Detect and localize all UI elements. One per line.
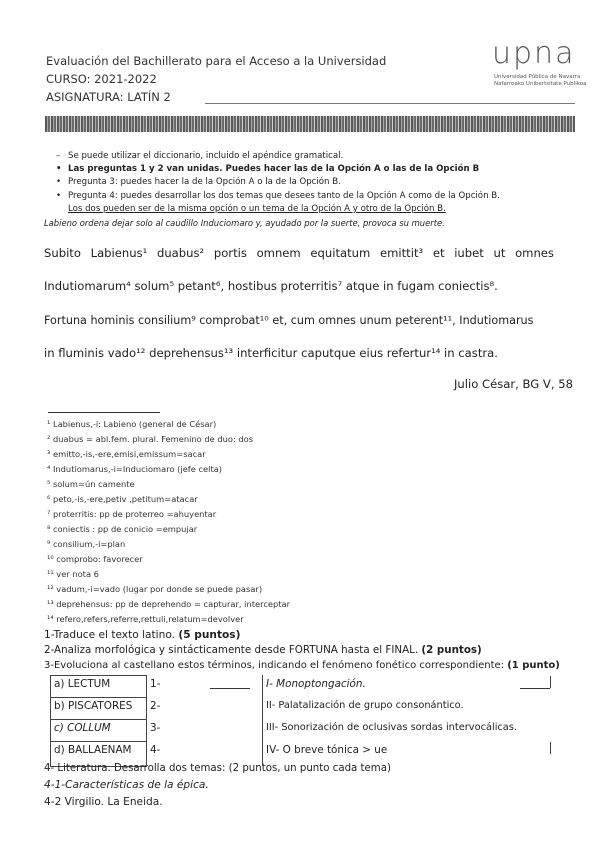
question-3: 3-Evoluciona al castellano estos términos, indicando el fenómeno fonético correspondiente: (1 punto) [44,660,560,671]
footnote: ⁹ consilium,-i=plan [47,539,126,549]
exam-header-title: Evaluación del Bachillerato para el Acceso a la Universidad [46,54,387,68]
exam-course: CURSO: 2021-2022 [46,72,157,86]
evolution-word: d) BALLAENAM [54,744,132,756]
phenomenon-option: IV- O breve tónica > ue [266,744,388,756]
answer-blank [210,688,250,689]
question-4: 4- Literatura. Desarrolla dos temas: (2 puntos, un punto cada tema) [44,763,391,774]
evolution-word: c) COLLUM [54,722,111,734]
question-4-topic-1: 4-1-Características de la épica. [44,779,209,791]
evolution-answer-number: 4- [150,744,161,756]
footnote: ¹ Labienus,-i: Labieno (general de César) [47,419,217,429]
instruction-1: – Se puede utilizar el diccionario, incluido el apéndice gramatical. [56,151,344,161]
logo-subtitle-es: Universidad Pública de Navarra [494,74,581,80]
table-right-edge [550,676,551,688]
footnote-separator [48,412,160,413]
evolution-word: a) LECTUM [54,678,111,690]
footnote: ³ emitto,-is,-ere,emisi,emissum=sacar [47,449,206,459]
phenomenon-option: III- Sonorización de oclusivas sordas intervocálicas. [266,722,518,733]
footnote: ² duabus = abl.fem. plural. Femenino de duo: dos [47,434,254,444]
evolution-answer-number: 3- [150,722,161,734]
instruction-3: • Pregunta 3: puedes hacer la de la Opción A o la de la Opción B. [56,177,341,187]
scan-noise-bar [45,116,575,132]
instruction-5: Los dos pueden ser de la misma opción o un tema de la Opción A y otro de la Opción B. [68,204,446,214]
footnote: ⁴ Indutiomarus,-i=Induciomaro (jefe celta) [47,464,223,474]
upna-logo: upna [492,36,576,71]
exam-subject: ASIGNATURA: LATÍN 2 [46,90,171,104]
question-4-topic-2: 4-2 Virgilio. La Eneida. [44,796,163,808]
footnote: ⁸ coniectis : pp de conicio =empujar [47,524,198,534]
text-source: Julio César, BG V, 58 [454,377,573,391]
question-2: 2-Analiza morfológica y sintácticamente desde FORTUNA hasta el FINAL. (2 puntos) [44,644,482,656]
footnote: ¹⁰ comprobo: favorecer [47,554,143,564]
footnote: ¹¹ ver nota 6 [47,569,99,579]
footnote: ¹⁴ refero,refers,referre,rettuli,relatum=devolver [47,614,244,624]
evolution-answer-number: 2- [150,700,161,712]
footnote: ⁷ proterritis: pp de proterreo =ahuyentar [47,509,217,519]
table-column-divider [262,675,263,765]
latin-line-4: in fluminis vado¹² deprehensus¹³ interficitur caputque eius refertur¹⁴ in castra. [44,346,498,360]
answer-blank [520,688,550,689]
instruction-4: • Pregunta 4: puedes desarrollar los dos temas que desees tanto de la Opción A como de la Opción B. [56,191,500,201]
table-right-edge [550,742,551,754]
evolution-answer-number: 1- [150,678,161,690]
phenomenon-option: II- Palatalización de grupo consonántico. [266,700,464,711]
latin-line-2: Indutiomarum⁴ solum⁵ petant⁶, hostibus proterritis⁷ atque in fugam coniectis⁸. [44,279,498,293]
latin-line-1: Subito Labienus¹ duabus² portis omnem equitatum emittit³ et iubet ut omnes [44,246,554,260]
header-rule [205,103,575,104]
context-note: Labieno ordena dejar solo al caudillo Induciomaro y, ayudado por la suerte, provoca su muerte. [44,218,445,228]
logo-subtitle-eu: Nafarroako Unibertsitate Publikoa [494,81,587,87]
question-1: 1-Traduce el texto latino. (5 puntos) [44,629,241,641]
phenomenon-option: I- Monoptongación. [266,678,366,690]
footnote: ¹² vadum,-i=vado (lugar por donde se puede pasar) [47,584,263,594]
table-row-divider [50,697,146,698]
footnote: ⁵ solum=ún camente [47,479,135,489]
evolution-word: b) PISCATORES [54,700,133,712]
table-row-divider [50,719,146,720]
latin-line-3: Fortuna hominis consilium⁹ comprobat¹⁰ et, cum omnes unum peterent¹¹, Indutiomarus [44,314,534,327]
table-row-divider [50,741,146,742]
instruction-2: • Las preguntas 1 y 2 van unidas. Puedes hacer las de la Opción A o las de la Opción B [56,164,480,174]
table-column-divider [146,675,147,765]
footnote: ⁶ peto,-is,-ere,petiv ,petitum=atacar [47,494,198,504]
footnote: ¹³ deprehensus: pp de deprehendo = capturar, interceptar [47,599,290,609]
